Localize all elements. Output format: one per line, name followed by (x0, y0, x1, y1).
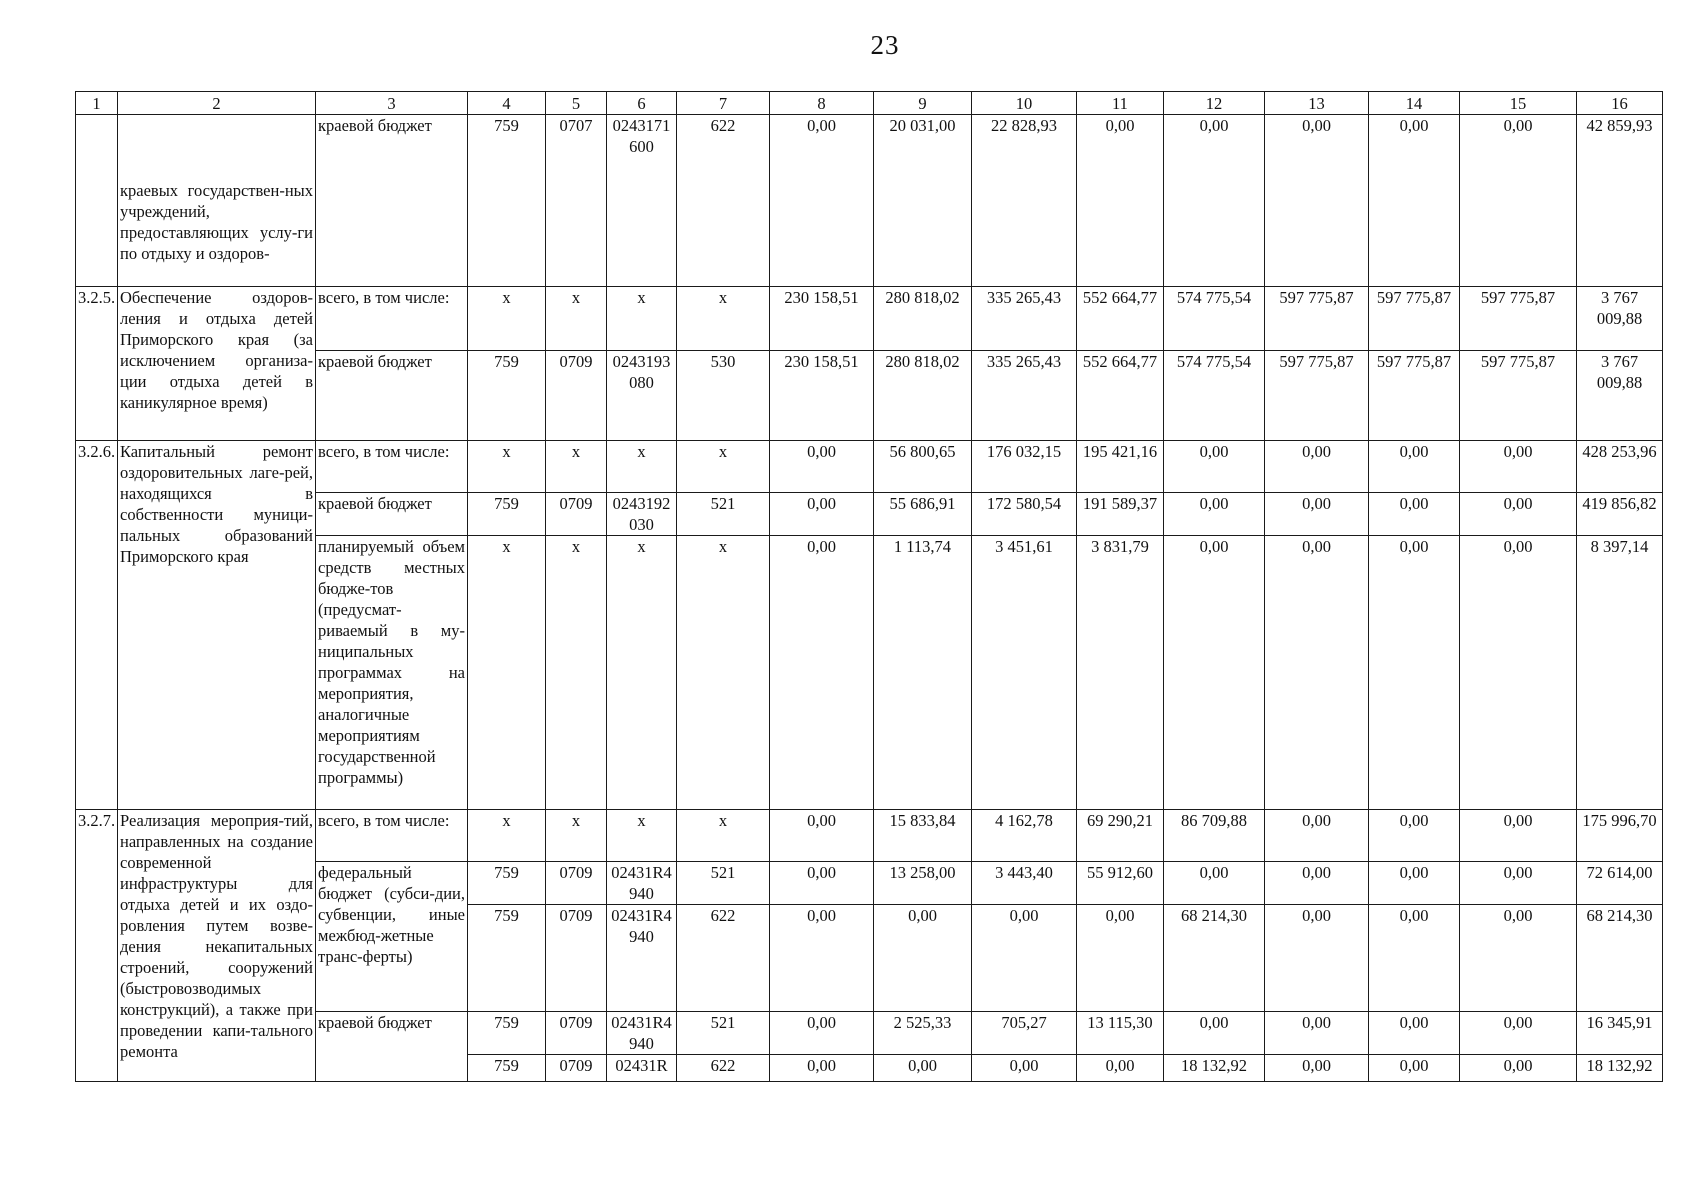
table-row (76, 287, 1663, 351)
cell-rzpr: 0709 (546, 1012, 607, 1055)
cell-value: 280 818,02 (874, 287, 972, 351)
funding-source: краевой бюджет (316, 115, 468, 287)
cell-value: 705,27 (972, 1012, 1077, 1055)
cell-value: 0,00 (1369, 441, 1460, 493)
cell-value: 0,00 (1077, 905, 1164, 1012)
cell-value: 0,00 (1369, 115, 1460, 287)
cell-value: 0,00 (1460, 115, 1577, 287)
funding-source: всего, в том числе: (316, 441, 468, 493)
cell-csr: x (607, 287, 677, 351)
cell-value: 0,00 (770, 441, 874, 493)
cell-value: 0,00 (1164, 536, 1265, 810)
cell-value: 0,00 (770, 115, 874, 287)
cell-value: 0,00 (1077, 115, 1164, 287)
cell-value: 172 580,54 (972, 493, 1077, 536)
cell-rzpr: 0709 (546, 862, 607, 905)
cell-total: 68 214,30 (1577, 905, 1663, 1012)
funding-source: планируемый объем средств местных бюдже-тов (предусмат-риваемый в му-ниципальных программах на мероприятия, аналогичные мероприятиям государственной программы) (316, 536, 468, 810)
cell-value: 0,00 (770, 536, 874, 810)
measure-name: Реализация мероприя-тий, направленных на создание современной инфраструктуры для отдыха детей и их оздо-ровления путем возве-дения некапитальных строений, сооружений (быстровозводимых конструкций), а также при проведении капи-тального ремонта (118, 810, 316, 1082)
header-col-7: 7 (677, 92, 770, 115)
cell-value: 574 775,54 (1164, 351, 1265, 441)
cell-value: 0,00 (1265, 536, 1369, 810)
cell-csr: 02431R4940 (607, 1012, 677, 1055)
funding-source: всего, в том числе: (316, 287, 468, 351)
header-col-9: 9 (874, 92, 972, 115)
measure-name (118, 115, 316, 287)
cell-csr: x (607, 441, 677, 493)
cell-value: 0,00 (1265, 862, 1369, 905)
cell-value: 0,00 (1369, 1055, 1460, 1082)
cell-value: 68 214,30 (1164, 905, 1265, 1012)
cell-value: 0,00 (1077, 1055, 1164, 1082)
cell-value: 0,00 (1265, 1055, 1369, 1082)
cell-value: 574 775,54 (1164, 287, 1265, 351)
cell-value: 69 290,21 (1077, 810, 1164, 862)
cell-vr: 521 (677, 1012, 770, 1055)
cell-value: 280 818,02 (874, 351, 972, 441)
cell-value: 0,00 (1369, 862, 1460, 905)
cell-value: 597 775,87 (1369, 287, 1460, 351)
cell-total: 16 345,91 (1577, 1012, 1663, 1055)
cell-value: 0,00 (1265, 493, 1369, 536)
cell-value: 0,00 (1460, 810, 1577, 862)
cell-csr: 0243171600 (607, 115, 677, 287)
funding-source: федеральный бюджет (субси-дии, субвенции, иные межбюд-жетные транс-ферты) (316, 862, 468, 1012)
cell-rzpr: 0709 (546, 1055, 607, 1082)
funding-source: всего, в том числе: (316, 810, 468, 862)
cell-value: 0,00 (1164, 862, 1265, 905)
header-col-6: 6 (607, 92, 677, 115)
cell-vr: 622 (677, 905, 770, 1012)
table-row (76, 810, 1663, 862)
page-number: 23 (870, 30, 900, 60)
cell-value: 15 833,84 (874, 810, 972, 862)
cell-value: 0,00 (1460, 1055, 1577, 1082)
header-col-3: 3 (316, 92, 468, 115)
cell-value: 13 115,30 (1077, 1012, 1164, 1055)
cell-value: 0,00 (770, 905, 874, 1012)
cell-grbs: 759 (468, 115, 546, 287)
funding-source: краевой бюджет (316, 351, 468, 441)
cell-vr: x (677, 287, 770, 351)
row-index (76, 115, 118, 287)
cell-value: 0,00 (1369, 1012, 1460, 1055)
cell-rzpr: 0707 (546, 115, 607, 287)
cell-grbs: x (468, 536, 546, 810)
cell-grbs: x (468, 810, 546, 862)
cell-csr: 0243193080 (607, 351, 677, 441)
cell-rzpr: x (546, 810, 607, 862)
cell-value: 0,00 (1369, 536, 1460, 810)
cell-value: 597 775,87 (1265, 351, 1369, 441)
cell-vr: x (677, 536, 770, 810)
cell-value: 230 158,51 (770, 351, 874, 441)
cell-value: 13 258,00 (874, 862, 972, 905)
cell-value: 597 775,87 (1265, 287, 1369, 351)
cell-csr: x (607, 536, 677, 810)
cell-value: 335 265,43 (972, 287, 1077, 351)
measure-name: Обеспечение оздоров-ления и отдыха детей Приморского края (за исключением организа-ции отдыха детей в каникулярное время) (118, 287, 316, 441)
cell-value: 4 162,78 (972, 810, 1077, 862)
cell-grbs: 759 (468, 351, 546, 441)
cell-value: 0,00 (1164, 115, 1265, 287)
cell-value: 0,00 (1265, 810, 1369, 862)
cell-value: 0,00 (1369, 810, 1460, 862)
budget-table (75, 91, 1663, 1082)
cell-vr: 622 (677, 1055, 770, 1082)
cell-grbs: x (468, 287, 546, 351)
cell-csr: 02431R4940 (607, 905, 677, 1012)
cell-value: 0,00 (770, 1012, 874, 1055)
cell-value: 597 775,87 (1460, 287, 1577, 351)
cell-value: 0,00 (770, 1055, 874, 1082)
cell-value: 0,00 (1460, 1012, 1577, 1055)
cell-value: 55 912,60 (1077, 862, 1164, 905)
header-col-5: 5 (546, 92, 607, 115)
cell-total: 419 856,82 (1577, 493, 1663, 536)
cell-total: 3 767 009,88 (1577, 351, 1663, 441)
cell-value: 0,00 (972, 905, 1077, 1012)
cell-csr: 0243192030 (607, 493, 677, 536)
header-col-10: 10 (972, 92, 1077, 115)
cell-value: 0,00 (770, 493, 874, 536)
cell-value: 1 113,74 (874, 536, 972, 810)
cell-value: 552 664,77 (1077, 351, 1164, 441)
cell-value: 0,00 (1460, 536, 1577, 810)
funding-source: краевой бюджет (316, 493, 468, 536)
cell-value: 597 775,87 (1460, 351, 1577, 441)
cell-value: 20 031,00 (874, 115, 972, 287)
cell-value: 0,00 (1265, 115, 1369, 287)
header-col-2: 2 (118, 92, 316, 115)
cell-value: 0,00 (1164, 1012, 1265, 1055)
row-index: 3.2.7. (76, 810, 118, 1082)
cell-vr: x (677, 441, 770, 493)
header-col-8: 8 (770, 92, 874, 115)
cell-rzpr: 0709 (546, 905, 607, 1012)
cell-csr: 02431R (607, 1055, 677, 1082)
cell-value: 0,00 (1369, 493, 1460, 536)
cell-value: 0,00 (1164, 441, 1265, 493)
cell-value: 552 664,77 (1077, 287, 1164, 351)
cell-vr: 622 (677, 115, 770, 287)
cell-vr: x (677, 810, 770, 862)
funding-source: краевой бюджет (316, 1012, 468, 1082)
cell-grbs: 759 (468, 493, 546, 536)
table-row (76, 441, 1663, 493)
cell-value: 56 800,65 (874, 441, 972, 493)
cell-value: 55 686,91 (874, 493, 972, 536)
cell-value: 3 451,61 (972, 536, 1077, 810)
cell-value: 22 828,93 (972, 115, 1077, 287)
cell-value: 0,00 (1369, 905, 1460, 1012)
cell-value: 230 158,51 (770, 287, 874, 351)
header-col-16: 16 (1577, 92, 1663, 115)
header-col-14: 14 (1369, 92, 1460, 115)
table-row (76, 115, 1663, 287)
cell-value: 0,00 (1460, 493, 1577, 536)
cell-value: 18 132,92 (1164, 1055, 1265, 1082)
cell-vr: 530 (677, 351, 770, 441)
cell-value: 3 443,40 (972, 862, 1077, 905)
cell-rzpr: x (546, 441, 607, 493)
cell-value: 86 709,88 (1164, 810, 1265, 862)
cell-value: 0,00 (770, 810, 874, 862)
cell-value: 0,00 (874, 1055, 972, 1082)
cell-value: 0,00 (874, 905, 972, 1012)
cell-total: 42 859,93 (1577, 115, 1663, 287)
cell-value: 0,00 (972, 1055, 1077, 1082)
cell-value: 597 775,87 (1369, 351, 1460, 441)
cell-value: 2 525,33 (874, 1012, 972, 1055)
cell-value: 176 032,15 (972, 441, 1077, 493)
cell-value: 0,00 (1164, 493, 1265, 536)
cell-rzpr: x (546, 287, 607, 351)
cell-csr: x (607, 810, 677, 862)
header-col-4: 4 (468, 92, 546, 115)
row-index: 3.2.5. (76, 287, 118, 441)
cell-vr: 521 (677, 862, 770, 905)
cell-value: 0,00 (1460, 905, 1577, 1012)
cell-grbs: x (468, 441, 546, 493)
header-col-11: 11 (1077, 92, 1164, 115)
cell-rzpr: x (546, 536, 607, 810)
cell-total: 72 614,00 (1577, 862, 1663, 905)
cell-value: 0,00 (1265, 905, 1369, 1012)
cell-value: 195 421,16 (1077, 441, 1164, 493)
cell-value: 0,00 (1460, 862, 1577, 905)
cell-grbs: 759 (468, 1055, 546, 1082)
header-col-13: 13 (1265, 92, 1369, 115)
cell-rzpr: 0709 (546, 493, 607, 536)
cell-value: 3 831,79 (1077, 536, 1164, 810)
cell-vr: 521 (677, 493, 770, 536)
header-col-15: 15 (1460, 92, 1577, 115)
cell-value: 0,00 (1265, 441, 1369, 493)
cell-csr: 02431R4940 (607, 862, 677, 905)
measure-name-text: краевых государствен-ных учреждений, предоставляющих услу-ги по отдыху и оздоров- (120, 181, 313, 263)
cell-value: 191 589,37 (1077, 493, 1164, 536)
cell-value: 0,00 (1265, 1012, 1369, 1055)
cell-total: 18 132,92 (1577, 1055, 1663, 1082)
measure-name: Капитальный ремонт оздоровительных лаге-рей, находящихся в собственности муници-пальных образований Приморского края (118, 441, 316, 810)
cell-rzpr: 0709 (546, 351, 607, 441)
cell-grbs: 759 (468, 905, 546, 1012)
cell-value: 0,00 (770, 862, 874, 905)
header-col-12: 12 (1164, 92, 1265, 115)
header-row (76, 92, 1663, 115)
cell-grbs: 759 (468, 1012, 546, 1055)
cell-value: 335 265,43 (972, 351, 1077, 441)
cell-total: 428 253,96 (1577, 441, 1663, 493)
cell-total: 175 996,70 (1577, 810, 1663, 862)
row-index: 3.2.6. (76, 441, 118, 810)
header-col-1: 1 (76, 92, 118, 115)
cell-value: 0,00 (1460, 441, 1577, 493)
cell-grbs: 759 (468, 862, 546, 905)
cell-total: 8 397,14 (1577, 536, 1663, 810)
cell-total: 3 767 009,88 (1577, 287, 1663, 351)
